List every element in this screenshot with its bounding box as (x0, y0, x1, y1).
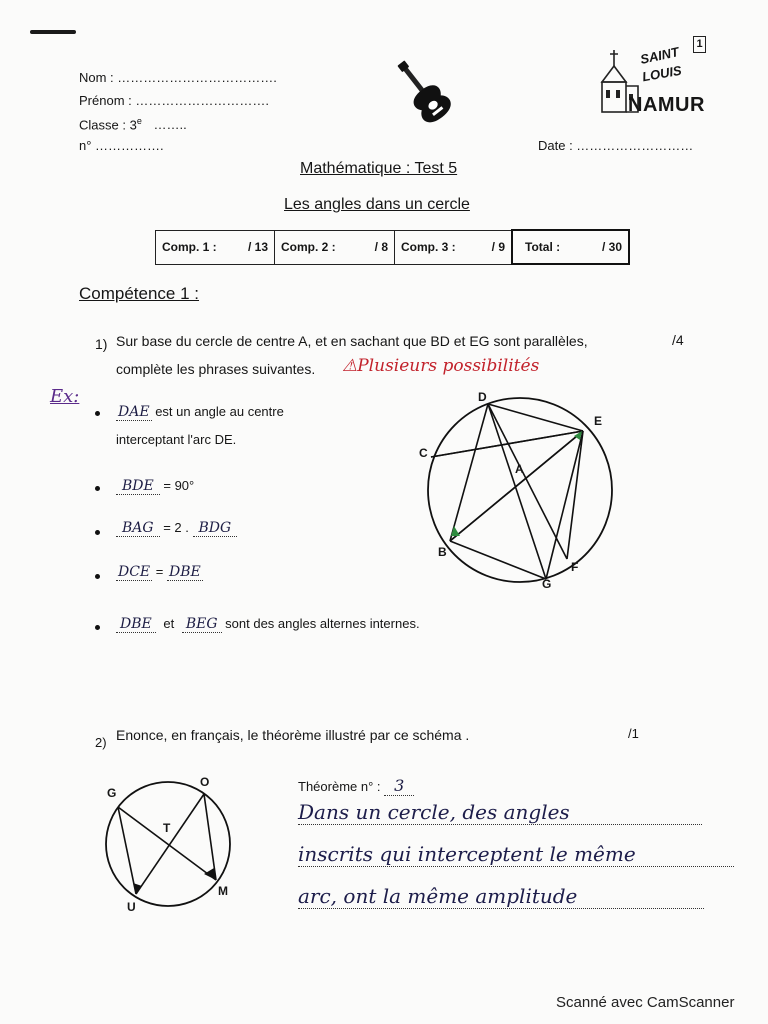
bullet-5-text-end: sont des angles alternes internes. (225, 616, 420, 631)
bullet-1-text: est un angle au centre (155, 404, 284, 419)
score-label: Comp. 2 : (281, 240, 336, 254)
ex-label: Ex: (50, 386, 80, 407)
answer-angle-dae: DAE (118, 404, 150, 420)
answer-angle-dce: DCE (118, 564, 151, 580)
bullet-2 (116, 478, 194, 494)
classe-sup: e (136, 116, 142, 126)
bullet-dot (95, 486, 100, 491)
bullet-5-text-mid: et (163, 616, 175, 631)
bullet-dot (95, 625, 100, 630)
score-cell-comp1 (156, 230, 275, 264)
bullet-4-text: = (155, 564, 164, 579)
scanner-watermark: Scanné avec CamScanner (556, 994, 735, 1011)
score-label: Comp. 3 : (401, 240, 456, 254)
logo-text-saint: SAINT (638, 44, 681, 67)
q1-text-line2: complète les phrases suivantes. (116, 361, 316, 377)
bullet-4 (116, 564, 203, 580)
page-number-box (693, 36, 706, 53)
bullet-dot (95, 574, 100, 579)
theorem-number: 3 (384, 776, 414, 796)
score-row (156, 230, 630, 264)
circle (428, 398, 612, 582)
score-max: / 8 (374, 240, 388, 254)
theorem-label: Théorème n° : (298, 779, 381, 794)
score-max: / 30 (601, 240, 622, 254)
fig1-label-e: E (594, 414, 603, 428)
q2-number: 2) (95, 735, 107, 750)
fig1-label-d: D (478, 390, 487, 404)
theorem-answer-line-2: inscrits qui interceptent le même (298, 842, 734, 867)
title-main: Mathématique : Test 5 (300, 160, 458, 177)
classe-dots: …….. (153, 117, 187, 133)
score-label: Total : (525, 240, 561, 254)
bullet-5 (116, 616, 420, 632)
guitar-icon (384, 56, 460, 126)
fig2-label-t: T (163, 821, 171, 835)
bullet-3-text: = 2 . (163, 520, 189, 535)
q1-points: /4 (672, 332, 684, 348)
bullet-dot (95, 530, 100, 535)
angle-mark (204, 868, 216, 880)
score-label: Comp. 1 : (162, 240, 217, 254)
theorem-answer-line-1: Dans un cercle, des angles (298, 800, 702, 825)
fig1-label-a: A (515, 462, 524, 476)
title-sub: Les angles dans un cercle (284, 196, 470, 213)
fig1-label-g: G (542, 577, 552, 591)
bullet-1-text2: interceptant l'arc DE. (116, 432, 237, 447)
answer-angle-dbe: DBE (169, 564, 201, 580)
q2-points: /1 (628, 726, 639, 741)
fig2-label-u: U (127, 900, 136, 914)
theorem-line (298, 776, 414, 795)
fig1-label-b: B (438, 545, 447, 559)
answer-angle-bdg: BDG (193, 520, 238, 537)
bullet-2-text: = 90° (163, 478, 195, 493)
theorem-answer-line-3: arc, ont la même amplitude (298, 884, 704, 909)
score-max: / 9 (491, 240, 505, 254)
numero-field: n° ……………. (79, 138, 164, 153)
bullet-1 (116, 404, 284, 420)
classe-label: Classe : 3 (79, 117, 137, 133)
page-number: 1 (696, 38, 703, 50)
teacher-note: ⚠Plusieurs possibilités (342, 356, 540, 376)
q1-text-line1: Sur base du cercle de centre A, et en sachant que BD et EG sont parallèles, (116, 333, 588, 349)
fig2-label-m: M (218, 884, 228, 898)
answer-angle-dbe-2: DBE (116, 616, 156, 633)
chords (118, 794, 216, 894)
score-table (155, 229, 630, 265)
score-cell-comp2 (275, 230, 395, 264)
logo-text-namur: NAMUR (628, 94, 705, 116)
fig1-label-f: F (571, 560, 579, 574)
score-max: / 13 (247, 240, 268, 254)
date-field: Date : ……………………… (538, 138, 694, 153)
score-cell-comp3 (395, 230, 513, 264)
fig2-label-o: O (200, 775, 210, 789)
score-cell-total (512, 230, 629, 264)
scan-mark (30, 30, 76, 34)
school-logo (598, 44, 705, 122)
logo-text-louis: LOUIS (640, 62, 683, 85)
classe-field (79, 116, 187, 132)
q1-number: 1) (95, 336, 108, 352)
bullet-3 (116, 520, 237, 536)
bullet-dot (95, 411, 100, 416)
nom-field: Nom : ………………………………. (79, 70, 277, 85)
answer-angle-bde: BDE (116, 478, 160, 495)
q2-text: Enonce, en français, le théorème illustré par ce schéma . (116, 727, 470, 743)
fig1-label-c: C (419, 446, 428, 460)
answer-angle-beg: BEG (182, 616, 222, 633)
prenom-field: Prénom : …………………………. (79, 93, 269, 108)
fig2-label-g: G (107, 786, 117, 800)
answer-angle-bag: BAG (116, 520, 160, 537)
competence-heading: Compétence 1 : (79, 284, 200, 303)
